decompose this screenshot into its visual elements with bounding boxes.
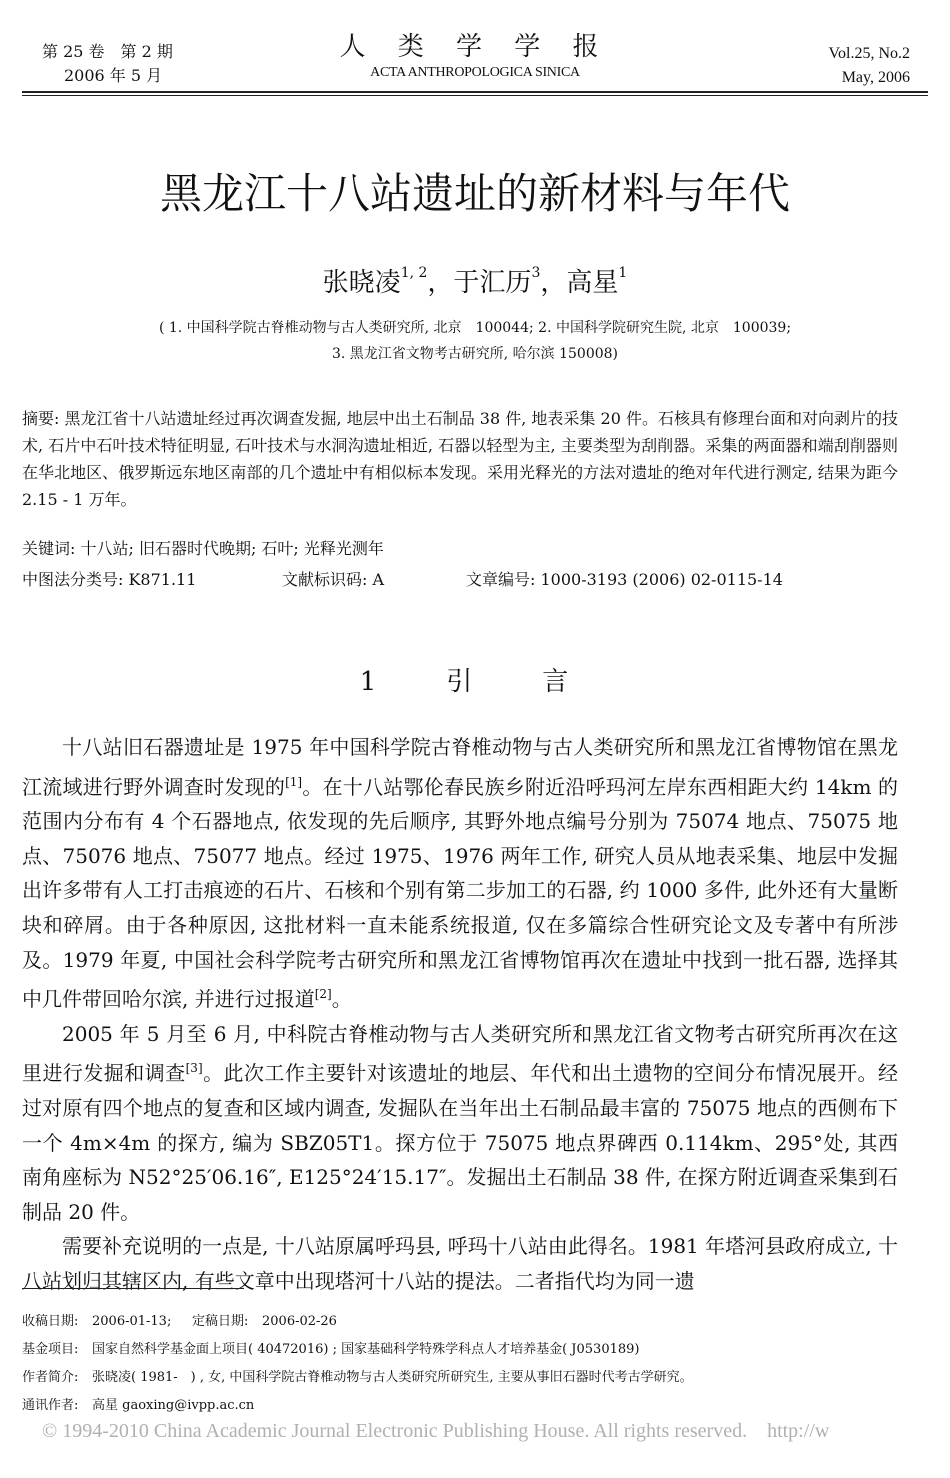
footnote-label: 作者简介: (22, 1370, 79, 1385)
abstract: 摘要: 黑龙江省十八站遗址经过再次调查发掘, 地层中出土石制品 38 件, 地表采集 20 件。石核具有修理台面和对向剥片的技术, 石片中石叶技术特征明显, 石叶技术与水洞沟遗址相近, 石器以轻型为主, 主要类型为刮削器。采集的两面器和端刮削器则在华北地区、俄罗斯远东地区南部的几个遗址中有相似标本发现。采用光释光的方法对遗址的绝对年代进行测定, 结果为距今 2.15 - 1 万年。 (22, 409, 898, 509)
paragraph (22, 1017, 898, 1230)
footnote-label: 通讯作者: (22, 1398, 79, 1413)
affiliation-line: 3. 黑龙江省文物考古研究所, 哈尔滨 150008) (331, 346, 619, 362)
header-volume-block (42, 40, 173, 88)
header-volume-en: Vol.25, No.2 (828, 45, 910, 62)
article-number: 文章编号: 1000-3193 (2006) 02-0115-14 (466, 570, 783, 589)
paragraph-text: 十八站旧石器遗址是 1975 年中国科学院古脊椎动物与古人类研究所和黑龙江省博物馆在黑龙江流域进行野外调查时发现的 (22, 735, 898, 799)
journal-title-en: ACTA ANTHROPOLOGICA SINICA (370, 65, 580, 80)
affiliations (80, 315, 870, 367)
paragraph (22, 730, 898, 1017)
accepted-date: 2006-02-26 (262, 1314, 337, 1329)
paragraph-text: 。 (331, 987, 352, 1012)
citation-ref[interactable]: [1] (285, 774, 303, 789)
corresponding-author: 高星 gaoxing@ivpp.ac.cn (92, 1398, 255, 1413)
classification-number: 中图法分类号: K871.11 (22, 570, 197, 589)
citation-ref[interactable]: [2] (314, 987, 332, 1002)
body-text (22, 730, 898, 1299)
author-name: 张晓凌 (322, 268, 401, 298)
footnote-rule (22, 1288, 244, 1289)
author-list (0, 255, 950, 301)
header-rule (22, 91, 928, 93)
section-heading: 1 引 言 (359, 667, 591, 697)
author-affil-sup: 1 (618, 265, 628, 281)
header-rule-thin (22, 95, 928, 96)
author-separator: ， (540, 268, 567, 298)
paragraph-text: 。在十八站鄂伦春民族乡附近沿呼玛河左岸东西相距大约 14km 的范围内分布有 4 个石器地点, 依发现的先后顺序, 其野外地点编号分别为 75074 地点、75075 地点、75076 地点、75077 地点。经过 1975、1976 两年工作, 研究人员从地表采集、地层中发掘出许多带有人工打击痕迹的石片、石核和个别有第二步加工的石器, 约 1000 多件, 此外还有大量断块和碎屑。由于各种原因, 这批材料一直未能系统报道, 仅在多篇综合性研究论文及专著中有所涉及。1979 年夏, 中国社会科学院考古研究所和黑龙江省博物馆再次在遗址中找到一批石器, 选择其中几件带回哈尔滨, 并进行过报道 (22, 774, 899, 1012)
header-date-en: May, 2006 (841, 69, 910, 86)
footnote-label: 定稿日期: (192, 1314, 249, 1329)
keywords: 关键词: 十八站; 旧石器时代晚期; 石叶; 光释光测年 (22, 539, 384, 558)
affiliation-line: ( 1. 中国科学院古脊椎动物与古人类研究所, 北京 100044; 2. 中国科学院研究生院, 北京 100039; (158, 320, 792, 336)
classification-line (22, 566, 898, 593)
footnotes (22, 1308, 898, 1420)
footnote-dates (22, 1308, 898, 1336)
footnote-author (22, 1364, 898, 1392)
author-affil-sup: 1, 2 (400, 265, 428, 281)
author-name: 高星 (566, 268, 619, 298)
article-title: 黑龙江十八站遗址的新材料与年代 (159, 169, 790, 218)
document-code: 文献标识码: A (282, 570, 385, 589)
journal-title-cn: 人 类 学 学 报 (339, 32, 611, 62)
paragraph-text: 2005 年 5 月至 6 月, 中科院古脊椎动物与古人类研究所和黑龙江省文物考古研究所再次在这里进行发掘和调查 (22, 1021, 898, 1086)
header-volume-issue: 第 25 卷 第 2 期 (42, 42, 173, 61)
author-separator: ， (427, 268, 454, 298)
footnote-label: 基金项目: (22, 1342, 79, 1357)
citation-ref[interactable]: [3] (185, 1061, 203, 1076)
header-date-cn: 2006 年 5 月 (64, 66, 163, 85)
copyright-notice: © 1994-2010 China Academic Journal Electronic Publishing House. All rights reserved. http://w (42, 1420, 830, 1442)
author-name: 于汇历 (453, 268, 532, 298)
footnote-fund (22, 1336, 898, 1364)
header-journal-block (330, 30, 620, 82)
author-bio: 张晓凌( 1981- ) , 女, 中国科学院古脊椎动物与古人类研究所研究生, 主要从事旧石器时代考古学研究。 (92, 1370, 693, 1385)
header-volume-en-block (829, 42, 911, 90)
author-affil-sup: 3 (531, 265, 541, 281)
fund-text: 国家自然科学基金面上项目( 40472016) ; 国家基础科学特殊学科点人才培养基金( J0530189) (92, 1342, 640, 1357)
received-date: 2006-01-13; (92, 1314, 172, 1329)
paragraph-text: 需要补充说明的一点是, 十八站原属呼玛县, 呼玛十八站由此得名。1981 年塔河县政府成立, 十八站划归其辖区内, 有些文章中出现塔河十八站的提法。二者指代均为同一遗 (22, 1234, 898, 1293)
paragraph-text: 。此次工作主要针对该遗址的地层、年代和出土遗物的空间分布情况展开。经过对原有四个地点的复查和区域内调查, 发掘队在当年出土石制品最丰富的 75075 地点的西侧布下一个 4m×4m 的探方, 编为 SBZ05T1。探方位于 75075 地点界碑西 0.114km、295°处, 其西南角座标为 N52°25′06.16″, E125°24′15.17″。发掘出土石制品 38 件, 在探方附近调查采集到石制品 20 件。 (22, 1061, 899, 1224)
footnote-label: 收稿日期: (22, 1314, 79, 1329)
